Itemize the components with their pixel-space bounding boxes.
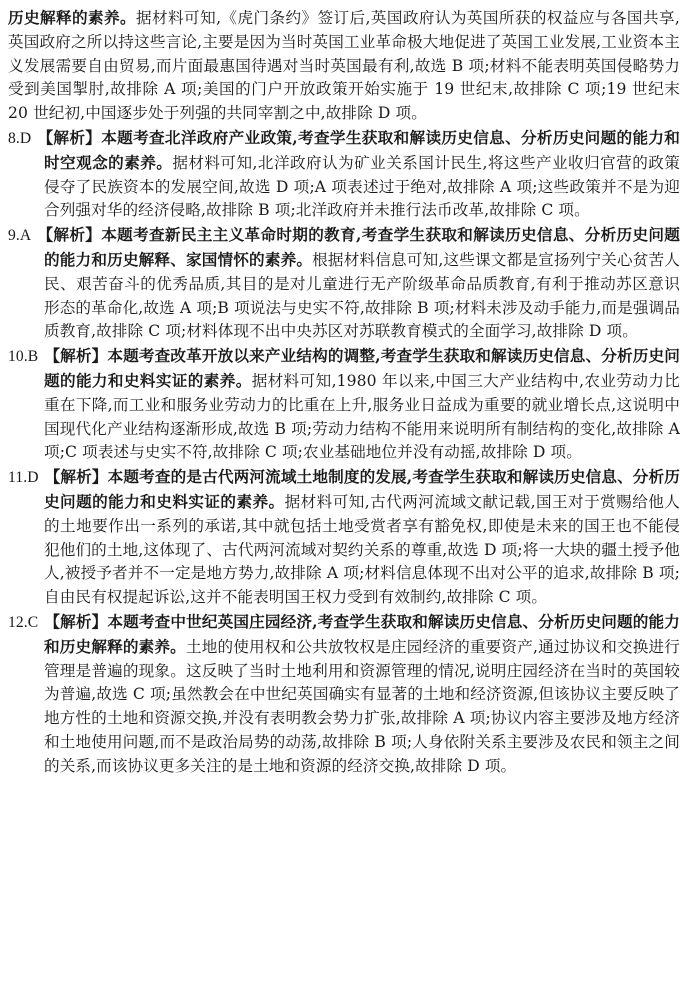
explanation-lead: 本题考查改革开放以来产业结构的调整,考查学生获取和解读历史信息、分析历史问题的能力和史料实证的素养。 [44, 346, 680, 390]
question-number: 9. [8, 227, 20, 245]
explanation-text: 据材料可知,1980 年以来,中国三大产业结构中,农业劳动力比重在下降,而工业和服务业劳动力的比重在上升,服务业日益成为重要的就业增长点,这说明中国现代化产业结构逐渐形成,故选 B 项;劳动力结构不能用来说明所有制结构的变化,故排除 A 项;C 项表述与史实不符,故排除 C 项;农业基础地位并没有动摇,故排除 D 项。 [44, 371, 680, 462]
question-explanation [8, 610, 680, 779]
explanation-lead: 本题考查中世纪英国庄园经济,考查学生获取和解读历史信息、分析历史问题的能力和历史解释的素养。 [44, 611, 680, 656]
explanation-lead: 本题考查北洋政府产业政策,考查学生获取和解读历史信息、分析历史问题的能力和时空观念的素养。 [44, 127, 680, 172]
analysis-tag: 【解析】 [37, 127, 102, 147]
question-explanation [8, 344, 680, 465]
question-explanation [8, 465, 680, 610]
previous-question-continuation [8, 6, 680, 126]
question-number: 12. [8, 613, 28, 631]
question-number: 8. [8, 129, 20, 147]
answer-explanation-page [8, 6, 680, 779]
question-number: 10. [8, 348, 28, 366]
explanation-text: 据材料可知,北洋政府认为矿业关系国计民生,将这些产业收归官营的政策侵夺了民族资本的发展空间,故选 D 项;A 项表述过于绝对,故排除 A 项;这些政策并不是为迎合列强对华的经济侵略,故排除 B 项;北洋政府并未推行法币改革,故排除 C 项。 [44, 153, 680, 220]
explanation-lead: 本题考查新民主主义革命时期的教育,考查学生获取和解读历史信息、分析历史问题的能力和历史解释、家国情怀的素养。 [44, 225, 680, 269]
answer-letter: D [27, 469, 39, 487]
question-explanation [8, 126, 680, 223]
answer-letter: C [27, 613, 39, 631]
explanation-text: 根据材料信息可知,这些课文都是宣扬列宁关心贫苦人民、艰苦奋斗的优秀品质,其目的是对儿童进行无产阶级革命品质教育,有利于推动苏区意识形态的革命化,故选 A 项;B 项说法与史实不符,故排除 B 项;材料未涉及动手能力,而是强调品质教育,故排除 C 项;材料体现不出中央苏区对苏联教育模式的全面学习,故排除 D 项。 [44, 250, 681, 341]
prev-lead: 历史解释的素养。 [8, 8, 137, 27]
explanation-lead: 本题考查的是古代两河流域土地制度的发展,考查学生获取和解读历史信息、分析历史问题的能力和史料实证的素养。 [44, 467, 680, 511]
analysis-tag: 【解析】 [44, 467, 108, 487]
answer-letter: A [19, 227, 32, 245]
question-number: 11. [8, 469, 28, 487]
analysis-tag: 【解析】 [44, 346, 108, 366]
question-explanation [8, 223, 680, 344]
analysis-tag: 【解析】 [37, 225, 102, 245]
analysis-tag: 【解析】 [44, 611, 108, 631]
prev-text: 据材料可知,《虎门条约》签订后,英国政府认为英国所获的权益应与各国共享,英国政府之所以持这些言论,主要是因为当时英国工业革命极大地促进了英国工业发展,工业资本主义发展需要自由贸易,而片面最惠国待遇对当时英国最有利,故选 B 项;材料不能表明英国侵略势力受到美国掣肘,故排除 A 项;美国的门户开放政策开始实施于 19 世纪末,故排除 C 项;19 世纪末 20 世纪初,中国逐步处于列强的共同宰割之中,故排除 D 项。 [8, 9, 680, 123]
answer-letter: B [27, 348, 39, 366]
answer-letter: D [19, 129, 32, 147]
explanation-text: 据材料可知,古代两河流域文献记载,国王对于赏赐给他人的土地要作出一系列的承诺,其中就包括土地受赏者享有豁免权,即使是未来的国王也不能侵犯他们的土地,这体现了、古代两河流域对契约关系的尊重,故选 D 项;将一大块的疆土授予他人,被授予者并不一定是地方势力,故排除 A 项;材料信息体现不出对公平的追求,故排除 B 项;自由民有权提起诉讼,这并不能表明国王权力受到有效制约,故排除 C 项。 [44, 492, 680, 607]
explanation-text: 土地的使用权和公共放牧权是庄园经济的重要资产,通过协议和交换进行管理是普遍的现象。这反映了当时土地利用和资源管理的情况,说明庄园经济在当时的英国较为普遍,故选 C 项;虽然教会在中世纪英国确实有显著的土地和经济资源,但该协议主要反映了地方性的土地和资源交换,并没有表明教会势力扩张,故排除 A 项;协议内容主要涉及地方经济和土地使用问题,而不是政治局势的动荡,故排除 B 项;人身依附关系主要涉及农民和领主之间的关系,而该协议更多关注的是土地和资源的经济交换,故排除 D 项。 [44, 637, 680, 775]
